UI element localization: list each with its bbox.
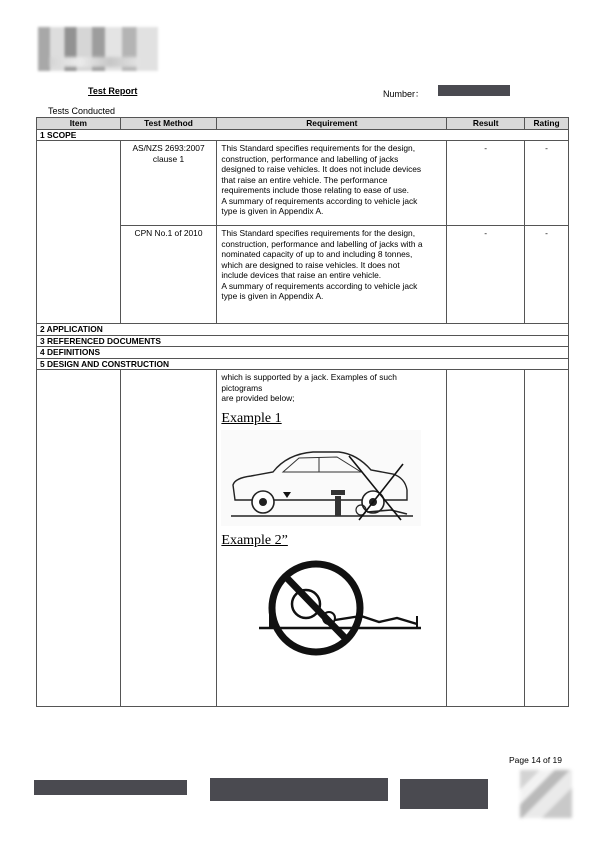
- requirement-line: designed to raise vehicles. It does not include devices: [221, 164, 422, 174]
- requirement-line: type is given in Appendix A.: [221, 291, 324, 301]
- requirement-cell: [217, 370, 447, 707]
- test-method-cell: CPN No.1 of 2010: [120, 226, 217, 324]
- table-row: [37, 370, 569, 707]
- section-title: 2 APPLICATION: [37, 324, 569, 336]
- section-title: 5 DESIGN AND CONSTRUCTION: [37, 358, 569, 370]
- requirement-line: A summary of requirements according to vehicle jack: [221, 280, 418, 291]
- requirement-line: This Standard specifies requirements for the design,: [221, 228, 416, 238]
- requirement-line: nominated capacity of up to and including 8 tonnes,: [221, 249, 413, 259]
- rating-cell: -: [525, 226, 569, 324]
- example-1-heading: Example 1: [221, 410, 282, 426]
- item-cell: [37, 370, 121, 707]
- result-cell: -: [447, 141, 525, 226]
- example-2-heading: Example 2”: [221, 532, 288, 548]
- section-row-design-construction: [37, 358, 569, 370]
- col-header-requirement: Requirement: [217, 118, 447, 130]
- section-row-application: [37, 324, 569, 336]
- section-row-scope: [37, 129, 569, 141]
- company-logo: [38, 27, 158, 71]
- requirement-line: This Standard specifies requirements for the design,: [221, 143, 416, 153]
- footer-redacted-block: [400, 779, 488, 809]
- tests-table: [36, 117, 569, 707]
- requirement-line: requirements include those relating to ease of use.: [221, 185, 410, 195]
- report-title: Test Report: [88, 86, 138, 96]
- test-method-cell: [120, 370, 217, 707]
- col-header-result: Result: [447, 118, 525, 130]
- requirement-line: are provided below;: [221, 393, 295, 403]
- requirement-line: pictograms: [221, 382, 263, 393]
- col-header-test-method: Test Method: [120, 118, 217, 130]
- section-row-referenced-documents: [37, 335, 569, 347]
- col-header-rating: Rating: [525, 118, 569, 130]
- requirement-line: type is given in Appendix A.: [221, 206, 324, 216]
- section-row-definitions: [37, 347, 569, 359]
- requirement-cell: [217, 141, 447, 226]
- page-number: Page 14 of 19: [509, 755, 562, 765]
- section-title: 3 REFERENCED DOCUMENTS: [37, 335, 569, 347]
- no-person-under-vehicle-pictogram: [221, 556, 431, 656]
- rating-cell: [525, 370, 569, 707]
- report-number-label: Number：: [383, 89, 425, 99]
- col-header-item: Item: [37, 118, 121, 130]
- table-header-row: [37, 118, 569, 130]
- rating-cell: -: [525, 141, 569, 226]
- report-number-redacted: [438, 85, 510, 96]
- requirement-line: include devices that raise an entire vehicle.: [221, 270, 382, 280]
- requirement-line: which is supported by a jack. Examples of such: [221, 372, 397, 382]
- requirement-line: A summary of requirements according to vehicle jack: [221, 195, 418, 206]
- section-title: 4 DEFINITIONS: [37, 347, 569, 359]
- table-row: [37, 141, 569, 226]
- section-title: 1 SCOPE: [37, 129, 569, 141]
- qr-stamp-blurred: [520, 770, 572, 818]
- footer-redacted-block: [210, 778, 388, 801]
- car-jack-warning-pictogram: [221, 430, 421, 526]
- footer-redacted-block: [34, 780, 187, 795]
- requirement-line: construction, performance and labelling of jacks with a: [221, 238, 423, 249]
- requirement-line: that raise an entire vehicle. The performance: [221, 174, 388, 185]
- result-cell: [447, 370, 525, 707]
- requirement-line: which are designed to raise vehicles. It does not: [221, 259, 400, 270]
- requirement-cell: [217, 226, 447, 324]
- requirement-line: construction, performance and labelling of jacks: [221, 153, 399, 164]
- item-cell: [37, 141, 121, 324]
- result-cell: -: [447, 226, 525, 324]
- tests-conducted-label: Tests Conducted: [48, 106, 116, 116]
- test-method-cell: AS/NZS 2693:2007 clause 1: [120, 141, 217, 226]
